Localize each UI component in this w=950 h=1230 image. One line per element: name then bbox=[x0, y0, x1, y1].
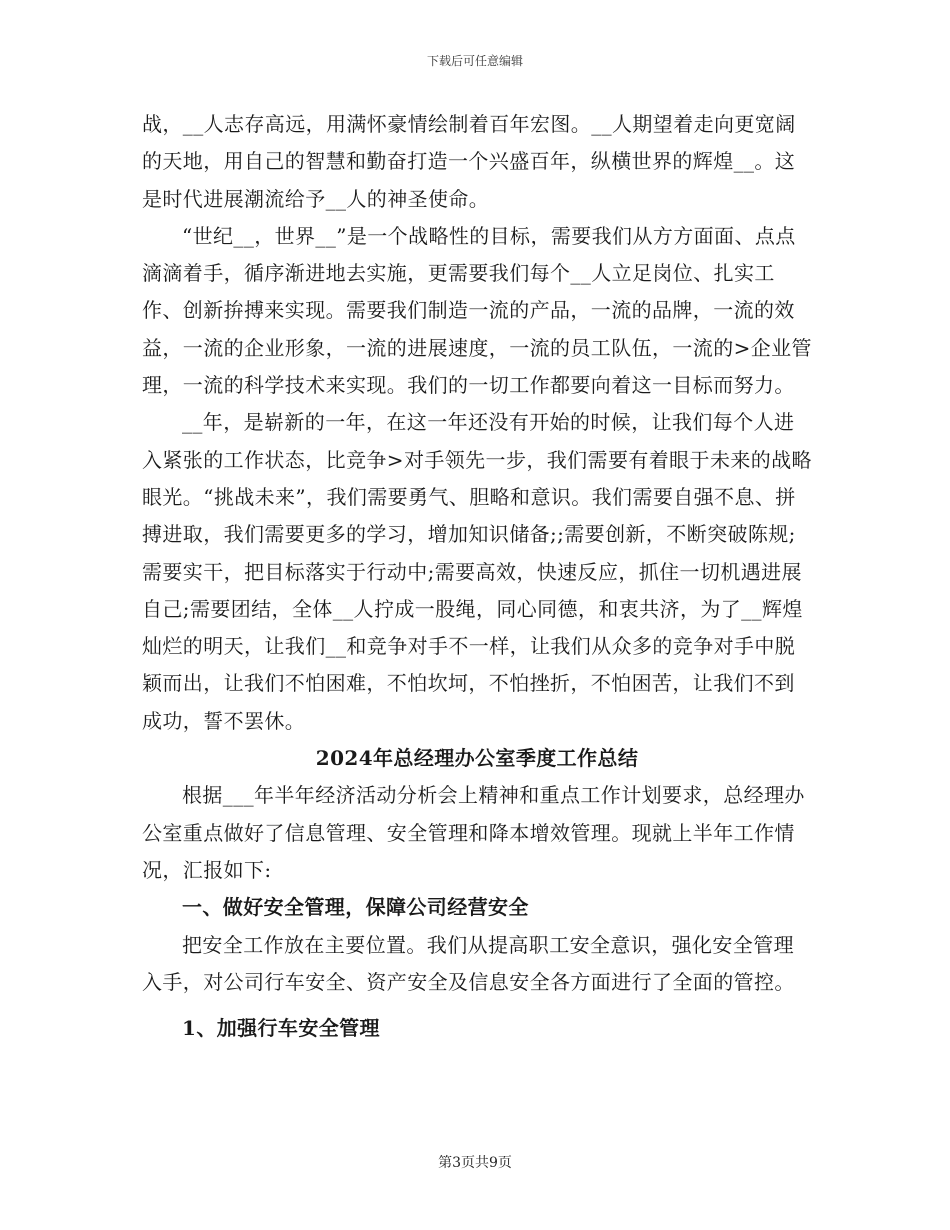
paragraph-century-goal: “世纪__，世界__”是一个战略性的目标，需要我们从方方面面、点点滴滴着手，循序渐进地去实施，更需要我们每个__人立足岗位、扎实工作、创新拚搏来实现。需要我们制造一流的产品，一流的品牌，一流的效益，一流的企业形象，一流的进展速度，一流的员工队伍，一流的>企业管理，一流的科学技术来实现。我们的一切工作都要向着这一目标而努力。 bbox=[142, 223, 812, 398]
paragraph-safety: 把安全工作放在主要位置。我们从提高职工安全意识，强化安全管理入手，对公司行车安全、资产安全及信息安全各方面进行了全面的管控。 bbox=[142, 932, 795, 994]
subsection-heading-driving: 1、加强行车安全管理 bbox=[182, 1016, 380, 1041]
paragraph-intro: 根据___年半年经济活动分析会上精神和重点工作计划要求，总经理办公室重点做好了信息管理、安全管理和降本增效管理。现就上半年工作情况，汇报如下: bbox=[142, 783, 805, 882]
paragraph-continuation: 战，__人志存高远，用满怀豪情绘制着百年宏图。__人期望着走向更宽阔的天地，用自己的智慧和勤奋打造一个兴盛百年，纵横世界的辉煌__。这是时代进展潮流给予__人的神圣使命。 bbox=[142, 112, 796, 211]
page-header-note: 下载后可任意编辑 bbox=[426, 54, 523, 68]
document-title: 2024年总经理办公室季度工作总结 bbox=[315, 746, 639, 771]
paragraph-new-year: __年，是崭新的一年，在这一年还没有开始的时候，让我们每个人进入紧张的工作状态，比竞争>对手领先一步，我们需要有着眼于未来的战略眼光。“挑战未来”，我们需要勇气、胆略和意识。我们需要自强不息、拼搏进取，我们需要更多的学习，增加知识储备;;需要创新，不断突破陈规;需要实干，把目标落实于行动中;需要高效，快速反应，抓住一切机遇进展自己;需要团结，全体__人拧成一股绳，同心同德，和衷共济，为了__辉煌灿烂的明天，让我们__和竞争对手不一样，让我们从众多的竞争对手中脱颖而出，让我们不怕困难，不怕坎坷，不怕挫折，不怕困苦，让我们不到成功，誓不罢休。 bbox=[142, 410, 812, 733]
page-number: 第3页共9页 bbox=[438, 1155, 512, 1171]
document-body bbox=[142, 106, 812, 1047]
section-heading-safety: 一、做好安全管理，保障公司经营安全 bbox=[182, 895, 529, 920]
